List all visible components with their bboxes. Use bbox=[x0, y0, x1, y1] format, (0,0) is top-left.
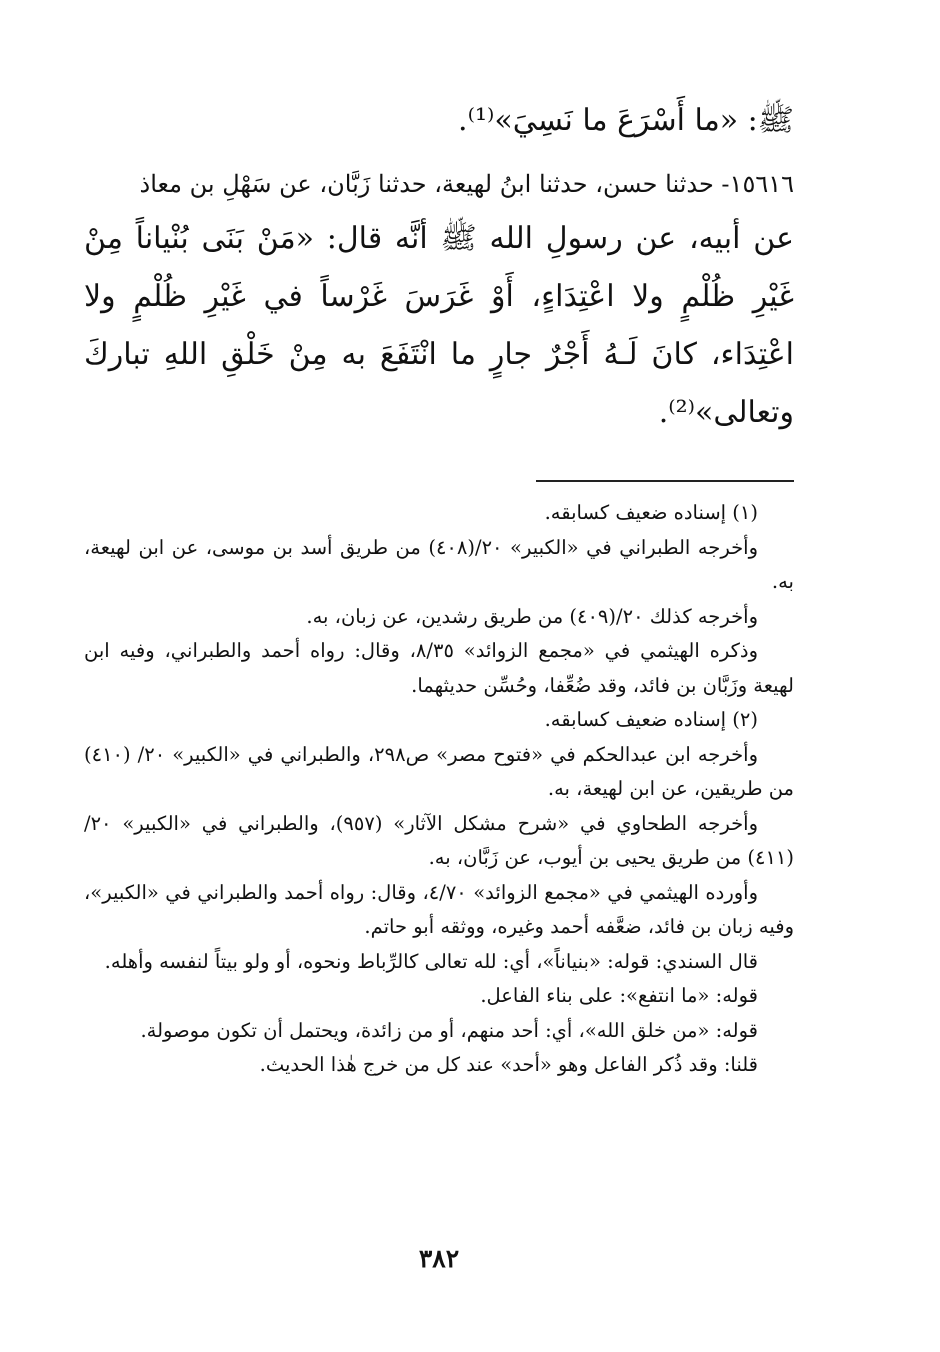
page-number: ٣٨٢ bbox=[418, 1244, 460, 1273]
footnote-paragraph: وأخرجه ابن عبدالحكم في «فتوح مصر» ص٢٩٨، والطبراني في «الكبير» ٢٠/ (٤١٠) من طريقين، عن ابن لهيعة، به. bbox=[84, 742, 794, 800]
footnote-paragraph: وذكره الهيثمي في «مجمع الزوائد» ٨/٣٥، وقال: رواه أحمد والطبراني، وفيه ابن لهيعة وزَبَّان بن فائد، وقد ضُعِّفا، وحُسِّن حديثهما. bbox=[84, 639, 794, 697]
footnote-paragraph: وأخرجه كذلك ٢٠/(٤٠٩) من طريق رشدين، عن زبان، به. bbox=[306, 604, 758, 628]
hadith-matn: عن أبيه، عن رسولِ الله ﷺ أنَّه قال: «مَنْ بَنَى بُنْياناً مِنْ غَيْرِ ظُلْمٍ ولا اعْتِدَاءٍ، أَوْ غَرَسَ غَرْساً في غَيْرِ ظُلْمٍ ولا اعْتِدَاء، كانَ لَـهُ أَجْرٌ جارٍ ما انْتَفَعَ به مِنْ خَلْقِ اللهِ تباركَ وتعالى»⁽²⁾. bbox=[84, 221, 794, 430]
book-page bbox=[84, 92, 794, 1292]
footnote-paragraph: وأورده الهيثمي في «مجمع الزوائد» ٤/٧٠، وقال: رواه أحمد والطبراني في «الكبير»، وفيه زبان بن فائد، ضعَّفه أحمد وغيره، ووثقه أبو حاتم. bbox=[84, 880, 794, 938]
footnote-paragraph: قوله: «من خلق الله»، أي: أحد منهم، أو من زائدة، ويحتمل أن تكون موصولة. bbox=[140, 1018, 758, 1042]
footnote-paragraph: (١) إسناده ضعيف كسابقه. bbox=[544, 501, 758, 524]
hadith-text bbox=[84, 92, 794, 442]
footnote-paragraph: وأخرجه الطبراني في «الكبير» ٢٠/(٤٠٨) من طريق أسد بن موسى، عن ابن لهيعة، به. bbox=[84, 535, 794, 593]
footnote-paragraph: وأخرجه الطحاوي في «شرح مشكل الآثار» (٩٥٧)، والطبراني في «الكبير» ٢٠/ (٤١١) من طريق يحيى بن أيوب، عن زَبَّان، به. bbox=[84, 811, 794, 869]
footnote-paragraph: قوله: «ما انتفع»: على بناء الفاعل. bbox=[480, 984, 758, 1007]
footnote-paragraph: قلنا: وقد ذُكر الفاعل وهو «أحد» عند كل من خرج هٰذا الحديث. bbox=[259, 1053, 758, 1076]
footnotes bbox=[84, 496, 794, 1083]
previous-hadith-ending: ﷺ: «ما أَسْرَعَ ما نَسِيَ»⁽¹⁾. bbox=[458, 103, 794, 138]
footnote-paragraph: (٢) إسناده ضعيف كسابقه. bbox=[544, 708, 758, 731]
hadith-isnad-line: ١٥٦١٦- حدثنا حسن، حدثنا ابنُ لهيعة، حدثنا زَبَّان، عن سَهْلِ بن معاذ bbox=[139, 170, 794, 198]
footnote-divider bbox=[536, 480, 794, 482]
footnote-paragraph: قال السندي: قوله: «بنياناً»، أي: لله تعالى كالرِّباط ونحوه، أو ولو بيتاً لنفسه وأهله. bbox=[104, 949, 758, 973]
